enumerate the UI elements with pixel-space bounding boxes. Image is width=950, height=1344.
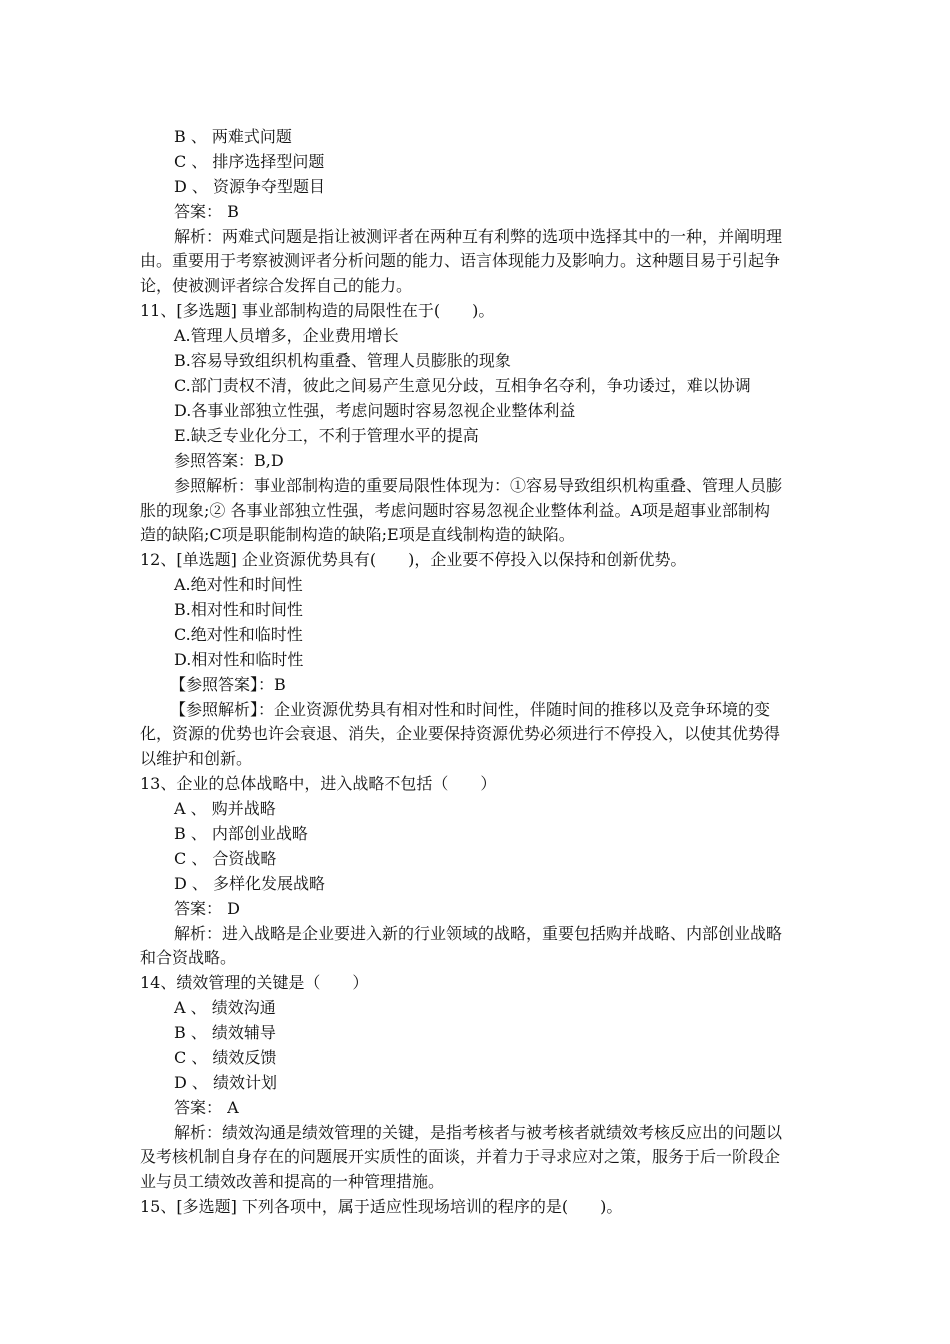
explanation-line: 论，使被测评者综合发挥自己的能力。 — [140, 276, 413, 295]
option-line: B.相对性和时间性 — [174, 600, 303, 619]
question-12: 12、[单选题] 企业资源优势具有( )，企业要不停投入以保持和创新优势。 — [140, 550, 687, 569]
answer-line: 答案： A — [174, 1098, 239, 1117]
option-line: C.部门责权不清，彼此之间易产生意见分歧，互相争名夺利，争功诿过，难以协调 — [174, 376, 751, 395]
explanation-line: 解析：绩效沟通是绩效管理的关键，是指考核者与被考核者就绩效考核反应出的问题以 — [174, 1123, 783, 1142]
explanation-line: 造的缺陷;C项是职能制构造的缺陷;E项是直线制构造的缺陷。 — [140, 525, 575, 544]
explanation-line: 及考核机制自身存在的问题展开实质性的面谈，并着力于寻求应对之策，服务于后一阶段企 — [140, 1147, 781, 1166]
option-line: B.容易导致组织机构重叠、管理人员膨胀的现象 — [174, 351, 511, 370]
option-line: B 、 内部创业战略 — [174, 824, 308, 843]
option-line: C.绝对性和临时性 — [174, 625, 303, 644]
explanation-line: 由。重要用于考察被测评者分析问题的能力、语言体现能力及影响力。这种题目易于引起争 — [140, 251, 781, 270]
explanation-line: 参照解析：事业部制构造的重要局限性体现为：①容易导致组织机构重叠、管理人员膨 — [174, 476, 783, 495]
option-line: B 、 两难式问题 — [174, 127, 292, 146]
explanation-line: 和合资战略。 — [140, 948, 237, 967]
option-line: D.相对性和临时性 — [174, 650, 304, 669]
explanation-line: 业与员工绩效改善和提高的一种管理措施。 — [140, 1172, 445, 1191]
explanation-line: 解析：进入战略是企业要进入新的行业领域的战略，重要包括购并战略、内部创业战略 — [174, 924, 783, 943]
option-line: A.绝对性和时间性 — [174, 575, 303, 594]
question-11: 11、[多选题] 事业部制构造的局限性在于( )。 — [140, 301, 495, 320]
answer-line: 答案： B — [174, 202, 239, 221]
option-line: A 、 绩效沟通 — [174, 998, 276, 1017]
explanation-line: 解析：两难式问题是指让被测评者在两种互有利弊的选项中选择其中的一种，并阐明理 — [174, 227, 783, 246]
option-line: A 、 购并战略 — [174, 799, 276, 818]
option-line: C 、 合资战略 — [174, 849, 277, 868]
option-line: C 、 绩效反馈 — [174, 1048, 277, 1067]
answer-line: 答案： D — [174, 899, 240, 918]
option-line: E.缺乏专业化分工，不利于管理水平的提高 — [174, 426, 479, 445]
option-line: C 、 排序选择型问题 — [174, 152, 325, 171]
option-line: D 、 绩效计划 — [174, 1073, 278, 1092]
question-13: 13、企业的总体战略中，进入战略不包括（ ） — [140, 774, 497, 793]
answer-line: 【参照答案】：B — [170, 675, 286, 694]
question-14: 14、绩效管理的关键是（ ） — [140, 973, 369, 992]
explanation-line: 化，资源的优势也许会衰退、消失，企业要保持资源优势必须进行不停投入，以使其优势得 — [140, 724, 781, 743]
option-line: D 、 资源争夺型题目 — [174, 177, 326, 196]
option-line: D.各事业部独立性强，考虑问题时容易忽视企业整体利益 — [174, 401, 576, 420]
question-15: 15、[多选题] 下列各项中，属于适应性现场培训的程序的是( )。 — [140, 1197, 623, 1216]
explanation-line: 【参照解析】：企业资源优势具有相对性和时间性，伴随时间的推移以及竞争环境的变 — [170, 700, 771, 719]
option-line: A.管理人员增多，企业费用增长 — [174, 326, 399, 345]
explanation-line: 以维护和创新。 — [140, 749, 253, 768]
answer-line: 参照答案：B,D — [174, 451, 284, 470]
option-line: D 、 多样化发展战略 — [174, 874, 326, 893]
option-line: B 、 绩效辅导 — [174, 1023, 276, 1042]
explanation-line: 胀的现象;② 各事业部独立性强，考虑问题时容易忽视企业整体利益。A项是超事业部制构 — [140, 501, 771, 520]
